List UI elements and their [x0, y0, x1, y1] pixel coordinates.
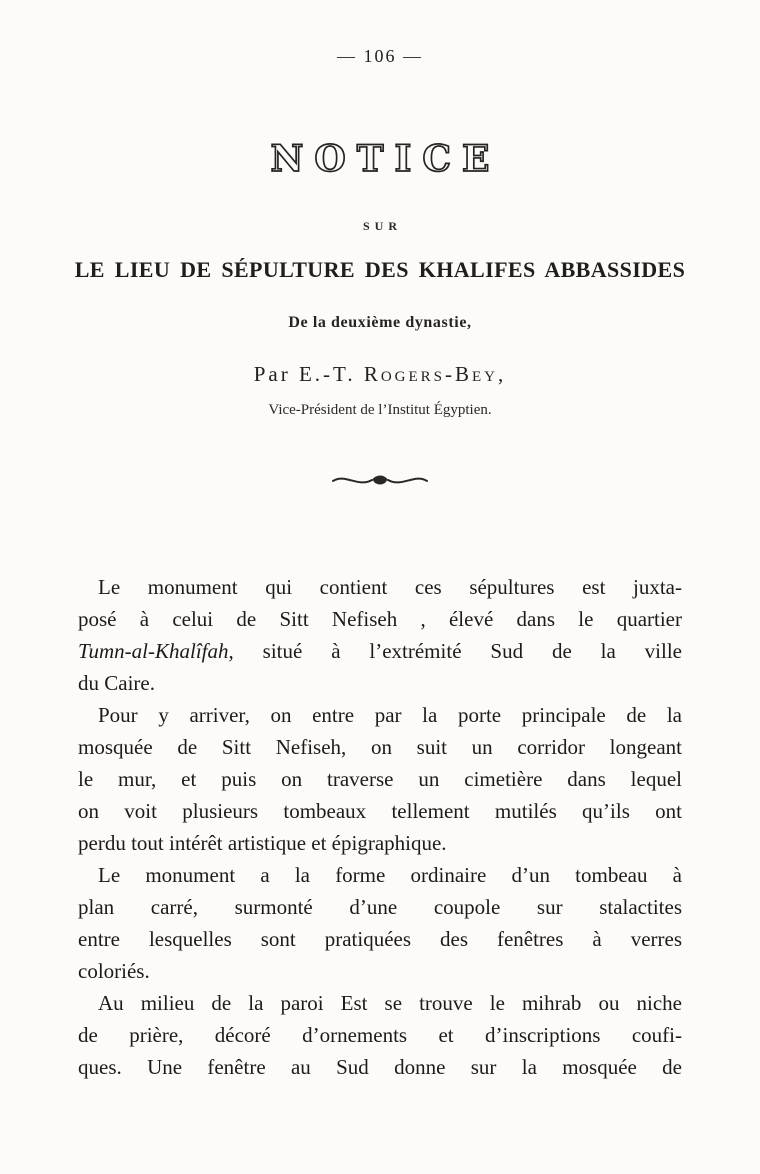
paragraph: [78, 859, 682, 987]
text-line: [78, 1019, 682, 1051]
author-byline: [0, 361, 760, 387]
text-line: [78, 763, 682, 795]
text-segment: Le monument qui contient ces sépultures est juxta-: [98, 575, 682, 599]
text-line: [78, 731, 682, 763]
italic-phrase: Tumn-al-Khalîfah: [78, 639, 229, 663]
text-line: [78, 923, 682, 955]
text-segment: ques. Une fenêtre au Sud donne sur la mosquée de: [78, 1055, 682, 1079]
text-line: [78, 635, 682, 667]
ornament-divider: [0, 469, 760, 491]
text-segment: , situé à l’extrémité Sud de la ville: [228, 639, 682, 663]
text-segment: Pour y arriver, on entre par la porte principale de la: [98, 703, 682, 727]
text-segment: posé à celui de Sitt Nefiseh , élevé dans le quartier: [78, 607, 682, 631]
notice-heading: NOTICE: [270, 138, 501, 180]
text-segment: Le monument a la forme ordinaire d’un tombeau à: [98, 863, 682, 887]
byline-prefix: Par: [253, 362, 299, 386]
text-segment: on voit plusieurs tombeaux tellement mutilés qu’ils ont: [78, 799, 682, 823]
main-title: LE LIEU DE SÉPULTURE DES KHALIFES ABBASSIDES: [74, 257, 686, 282]
text-line: [78, 955, 682, 987]
text-segment: perdu tout intérêt artistique et épigraphique.: [78, 831, 447, 855]
text-line: [78, 1051, 682, 1083]
text-line: [78, 795, 682, 827]
text-segment: du Caire.: [78, 671, 155, 695]
paragraph: [78, 699, 682, 859]
text-segment: de prière, décoré d’ornements et d’inscriptions coufi-: [78, 1023, 682, 1047]
text-line: [78, 571, 682, 603]
text-segment: mosquée de Sitt Nefiseh, on suit un corridor longeant: [78, 735, 682, 759]
text-line: [78, 891, 682, 923]
author-name: E.-T. Rogers-Bey,: [298, 362, 507, 386]
ornament-flourish-icon: [330, 469, 430, 491]
paragraph: [78, 571, 682, 699]
page-number: — 106 —: [337, 46, 423, 66]
sur-label: SUR: [362, 219, 402, 233]
text-segment: Au milieu de la paroi Est se trouve le mihrab ou niche: [98, 991, 682, 1015]
text-line: [78, 667, 682, 699]
text-segment: entre lesquelles sont pratiquées des fenêtres à verres: [78, 927, 682, 951]
text-segment: le mur, et puis on traverse un cimetière dans lequel: [78, 767, 682, 791]
author-affiliation: Vice-Président de l’Institut Égyptien.: [268, 402, 492, 418]
text-segment: coloriés.: [78, 959, 150, 983]
paragraph: [78, 987, 682, 1083]
text-line: [78, 827, 682, 859]
body-text: [78, 571, 682, 1083]
text-line: [78, 859, 682, 891]
subtitle-dynastie: De la deuxième dynastie,: [288, 314, 472, 331]
text-line: [78, 603, 682, 635]
text-line: [78, 699, 682, 731]
text-segment: plan carré, surmonté d’une coupole sur stalactites: [78, 895, 682, 919]
text-line: [78, 987, 682, 1019]
